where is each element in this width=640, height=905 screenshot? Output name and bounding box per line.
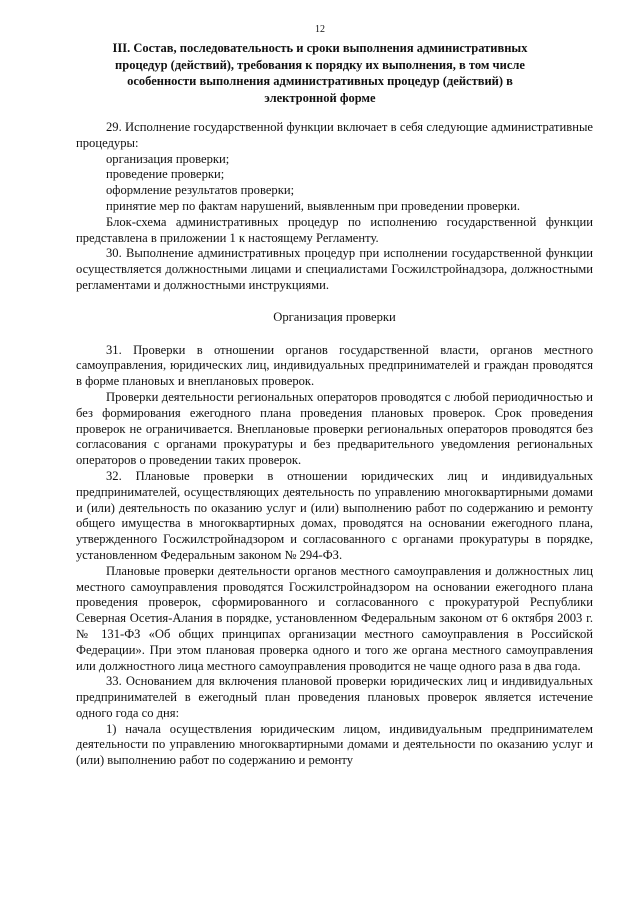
paragraph-regional-operators: Проверки деятельности региональных операторов проводятся с любой периодичностью и без формирования ежегодного плана проведения плановых проверок. Срок проведения проверок не ограничивается. Внеплановые проверки региональных операторов проводятся без согласования с органами прокуратуры и без предварительного уведомления региональных операторов о проведении таких проверок. [76, 389, 593, 468]
subsection-heading: Организация проверки [273, 309, 396, 324]
paragraph-local-government: Плановые проверки деятельности органов местного самоуправления и должностных лиц местного самоуправления проводятся Госжилстройнадзором на основании ежегодного плана проведения проверок, сформированного и согласованного с прокуратурой Республики Северная Осетия-Алания в порядке, установленном Федеральным законом от 6 октября 2003 г. № 131-ФЗ «Об общих принципах организации местного самоуправления в Российской Федерации». При этом плановая проверка одного и того же органа местного самоуправления или должностного лица местного самоуправления проводится не чаще одного раза в два года. [76, 563, 593, 673]
paragraph-30: 30. Выполнение административных процедур при исполнении государственной функции осуществляется должностными лицами и специалистами Госжилстройнадзора, должностными регламентами и должностными инструкциями. [76, 246, 593, 292]
section-heading: III. Состав, последовательность и сроки выполнения административных процедур (действий), требования к порядку их выполнения, в том числе особенности выполнения административных процедур (действий) в электронной форме [112, 41, 528, 105]
procedure-list-item: организация проверки; [106, 151, 230, 166]
procedure-list-item: принятие мер по фактам нарушений, выявленным при проведении проверки. [106, 198, 521, 213]
paragraph-29: 29. Исполнение государственной функции включает в себя следующие административные процедуры: [76, 120, 593, 150]
paragraph-33-item-1: 1) начала осуществления юридическим лицом, индивидуальным предпринимателем деятельности по управлению многоквартирными домами и деятельности по оказанию услуг и (или) выполнению работ по содержанию и ремонту [76, 721, 593, 768]
paragraph-33: 33. Основанием для включения плановой проверки юридических лиц и индивидуальных предпринимателей в ежегодный план проведения плановых проверок является истечение одного года со дня: [76, 674, 593, 720]
paragraph-32: 32. Плановые проверки в отношении юридических лиц и индивидуальных предпринимателей, осуществляющих деятельность по управлению многоквартирными домами и (или) деятельность по оказанию услуг и (или) выполнению работ по содержанию и ремонту общего имущества в многоквартирных домах, проводятся на основании ежегодного плана, утвержденного Госжилстройнадзором и согласованного с органами прокуратуры в порядке, установленном Федеральным законом № 294-ФЗ. [76, 468, 593, 562]
paragraph-31: 31. Проверки в отношении органов государственной власти, органов местного самоуправления, юридических лиц, индивидуальных предпринимателей и граждан проводятся в форме плановых и внеплановых проверок. [76, 342, 593, 389]
procedure-list-item: проведение проверки; [106, 167, 225, 182]
paragraph-flowchart-note: Блок-схема административных процедур по исполнению государственной функции представлена в приложении 1 к настоящему Регламенту. [76, 214, 593, 245]
page-number: 12 [315, 24, 325, 35]
document-body [76, 120, 593, 769]
procedure-list-item: оформление результатов проверки; [106, 183, 295, 198]
